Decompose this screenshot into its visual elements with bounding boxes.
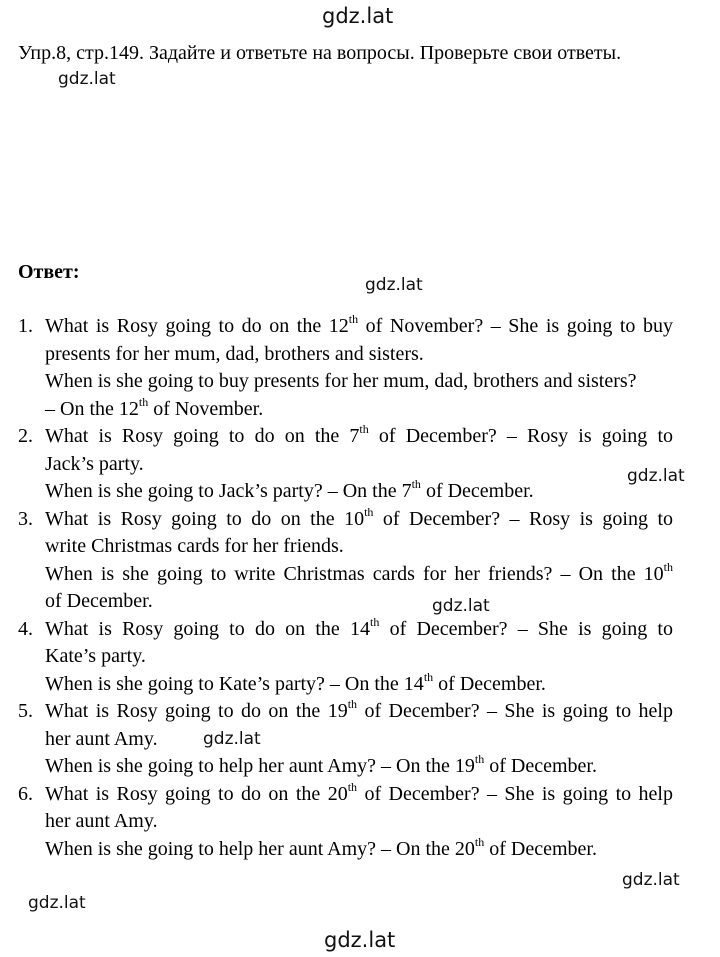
ordinal-suffix: th <box>474 752 485 767</box>
item-line <box>45 588 673 616</box>
ordinal-suffix: th <box>347 697 358 712</box>
line-text: of December? – Rosy is going to <box>373 507 674 530</box>
item-number: 1. <box>18 315 33 337</box>
line-text: When is she going to help her aunt Amy? – On the 19 <box>45 755 475 777</box>
watermark-answer: gdz.lat <box>365 275 423 295</box>
ordinal-suffix: th <box>348 312 359 327</box>
watermark-right-2: gdz.lat <box>622 870 680 890</box>
ordinal-suffix: th <box>347 779 358 794</box>
line-text: of December. <box>484 837 597 860</box>
line-text: What is Rosy going to do on the 7 <box>45 425 360 447</box>
line-text: What is Rosy going to do on the 20 <box>45 782 348 805</box>
item-line <box>45 423 673 451</box>
line-text: her aunt Amy. <box>45 810 158 832</box>
ordinal-suffix: th <box>663 559 673 574</box>
line-text: of December? – Rosy is going to <box>368 425 674 447</box>
item-number: 4. <box>18 617 33 640</box>
line-text: of December. <box>45 590 153 612</box>
line-text: When is she going to help her aunt Amy? – On the 20 <box>45 837 475 860</box>
line-text: of December? – She is going to help <box>357 700 673 722</box>
line-text: What is Rosy going to do on the 10 <box>45 507 365 530</box>
watermark-left-bottom: gdz.lat <box>28 893 86 913</box>
item-line <box>45 396 673 424</box>
item-line <box>45 781 673 809</box>
line-text: of November. <box>148 397 264 420</box>
line-text: of December. <box>433 672 546 695</box>
exercise-header: Упр.8, стр.149. Задайте и ответьте на вопросы. Проверьте свои ответы. <box>18 42 622 64</box>
answer-list <box>0 313 720 863</box>
item-number: 3. <box>18 507 33 530</box>
item-line <box>45 836 673 864</box>
list-item <box>0 781 673 864</box>
watermark-left-mid: gdz.lat <box>203 729 261 749</box>
item-line <box>45 341 673 369</box>
list-item <box>0 506 673 616</box>
item-line <box>45 753 673 781</box>
line-text: of December. <box>484 755 597 777</box>
line-text: What is Rosy going to do on the 14 <box>45 617 371 640</box>
ordinal-suffix: th <box>364 504 374 519</box>
item-line <box>45 368 673 396</box>
ordinal-suffix: th <box>370 614 380 629</box>
item-line <box>45 698 673 726</box>
line-text: presents for her mum, dad, brothers and sisters. <box>45 342 424 365</box>
ordinal-suffix: th <box>474 834 485 849</box>
line-text: of December? – She is going to help <box>357 782 673 805</box>
list-item <box>0 616 673 699</box>
item-line <box>45 643 673 671</box>
item-number: 5. <box>18 700 33 722</box>
ordinal-suffix: th <box>138 394 149 409</box>
line-text: When is she going to Jack’s party? – On the 7 <box>45 480 412 502</box>
ordinal-suffix: th <box>411 477 421 492</box>
item-number: 2. <box>18 425 33 447</box>
line-text: Jack’s party. <box>45 452 144 475</box>
line-text: When is she going to buy presents for her mum, dad, brothers and sisters? <box>45 370 637 392</box>
line-text: of November? – She is going to buy <box>358 315 673 337</box>
watermark-header: gdz.lat <box>58 69 116 89</box>
item-line <box>45 616 673 644</box>
line-text: Kate’s party. <box>45 645 146 667</box>
line-text: write Christmas cards for her friends. <box>45 535 344 557</box>
line-text: What is Rosy going to do on the 19 <box>45 700 348 722</box>
watermark-right-1: gdz.lat <box>627 466 685 486</box>
line-text: her aunt Amy. <box>45 727 158 750</box>
list-item <box>0 698 673 781</box>
line-text: – On the 12 <box>45 397 139 420</box>
ordinal-suffix: th <box>423 669 434 684</box>
item-line <box>45 313 673 341</box>
list-item <box>0 423 673 506</box>
item-line <box>45 808 673 836</box>
item-line <box>45 726 673 754</box>
line-text: What is Rosy going to do on the 12 <box>45 315 349 337</box>
line-text: When is she going to Kate’s party? – On the 14 <box>45 672 424 695</box>
line-text: of December. <box>420 480 534 502</box>
list-item <box>0 313 673 423</box>
line-text: of December? – She is going to <box>379 617 673 640</box>
answer-heading: Ответ: <box>18 261 80 283</box>
item-line <box>45 451 673 479</box>
item-line <box>45 506 673 534</box>
item-line <box>45 533 673 561</box>
watermark-top: gdz.lat <box>322 4 394 28</box>
item-line <box>45 478 673 506</box>
watermark-mid: gdz.lat <box>432 596 490 616</box>
item-line <box>45 671 673 699</box>
watermark-bottom: gdz.lat <box>324 928 396 952</box>
item-number: 6. <box>18 782 33 805</box>
line-text: When is she going to write Christmas cards for her friends? – On the 10 <box>45 562 664 585</box>
ordinal-suffix: th <box>359 422 369 437</box>
item-line <box>45 561 673 589</box>
